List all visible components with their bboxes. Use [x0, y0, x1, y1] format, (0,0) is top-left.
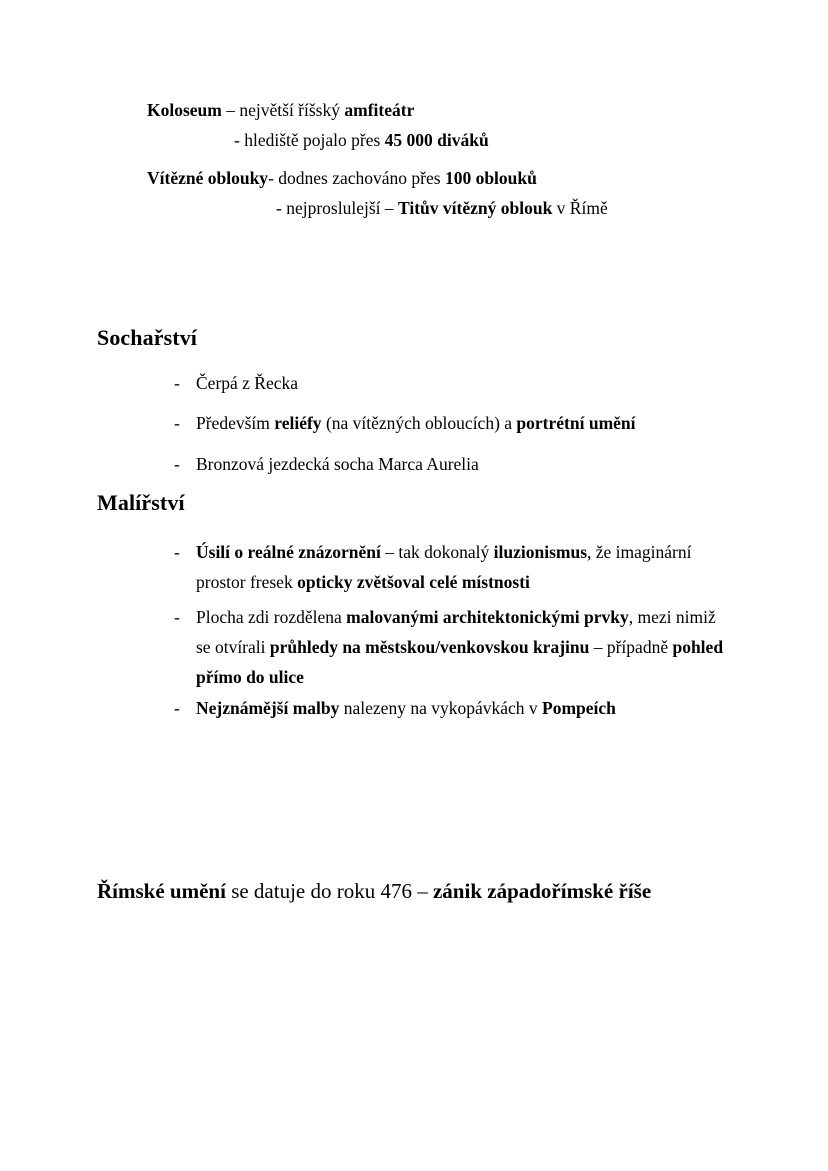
text-run-0: Úsilí o reálné znázornění — [196, 542, 381, 562]
list-item — [174, 368, 734, 398]
bullet-dash-icon: - — [174, 454, 180, 474]
text-run-2: (na vítězných obloucích) a — [321, 413, 517, 433]
paragraph-koloseum — [147, 95, 414, 125]
text-run-4: – případně — [589, 637, 673, 657]
closing-paragraph — [97, 874, 727, 908]
section-heading-malirstvi: Malířství — [97, 490, 185, 515]
text-run-2: iluzionismus — [493, 542, 588, 562]
hlediste-bold-tail: 45 000 diváků — [384, 130, 489, 150]
bullet-dash-icon: - — [174, 542, 180, 562]
bullet-dash-icon: - — [174, 607, 180, 627]
text-run-1: reliéfy — [274, 413, 322, 433]
bullet-dash-icon: - — [174, 698, 180, 718]
oblouky-bold-tail: 100 oblouků — [444, 168, 537, 188]
list-item-text — [196, 408, 734, 438]
text-run-3: průhledy na městskou/venkovskou krajinu — [269, 637, 590, 657]
paragraph-vitezne-oblouky — [147, 163, 537, 193]
paragraph-hlediste — [234, 125, 489, 155]
hlediste-lead: - hlediště pojalo přes — [234, 130, 385, 150]
text-run-1: malovanými architektonickými prvky — [346, 607, 629, 627]
text-run-1: nalezeny na vykopávkách v — [339, 698, 543, 718]
text-run-0: Plocha zdi rozdělena — [196, 607, 347, 627]
koloseum-dash: – — [221, 100, 240, 120]
list-item-text — [196, 537, 734, 597]
text-run-1: se datuje do roku 476 – — [225, 879, 433, 903]
text-run-3: portrétní umění — [516, 413, 636, 433]
text-run-0: Nejznámější malby — [196, 698, 340, 718]
text-run-2: Pompeích — [542, 698, 616, 718]
list-item-text — [196, 368, 734, 398]
paragraph-tituv-oblouk — [276, 193, 608, 223]
list-item — [174, 693, 734, 723]
tituv-lead: - nejproslulejší – — [276, 198, 398, 218]
list-item — [174, 408, 734, 438]
oblouky-text: - dodnes zachováno přes — [268, 168, 445, 188]
koloseum-bold-tail: amfiteátr — [344, 100, 415, 120]
tituv-tail: v Římě — [552, 198, 608, 218]
list-item-text — [196, 449, 734, 479]
list-item — [174, 449, 734, 479]
koloseum-text: největší říšský — [239, 100, 345, 120]
text-run-0: Čerpá z Řecka — [196, 373, 299, 393]
term-vitezne-oblouky: Vítězné oblouky — [147, 168, 269, 188]
section-heading-sochastvi: Sochařství — [97, 325, 197, 350]
list-item-text — [196, 602, 734, 692]
text-run-0: Především — [196, 413, 275, 433]
text-run-3: , že imaginární prostor fresek — [196, 542, 692, 592]
list-item — [174, 537, 734, 597]
term-koloseum: Koloseum — [147, 100, 222, 120]
text-run-5: pohled přímo do ulice — [196, 637, 724, 687]
list-item — [174, 602, 734, 692]
bullet-dash-icon: - — [174, 413, 180, 433]
text-run-2: zánik západořímské říše — [432, 879, 652, 903]
text-run-2: , mezi nimiž se otvírali — [196, 607, 716, 657]
tituv-bold-mid: Titův vítězný oblouk — [398, 198, 553, 218]
bullet-dash-icon: - — [174, 373, 180, 393]
text-run-0: Římské umění — [97, 879, 226, 903]
text-run-1: – tak dokonalý — [380, 542, 494, 562]
text-run-4: opticky zvětšoval celé místnosti — [297, 572, 530, 592]
list-item-text — [196, 693, 734, 723]
text-run-0: Bronzová jezdecká socha Marca Aurelia — [196, 454, 479, 474]
